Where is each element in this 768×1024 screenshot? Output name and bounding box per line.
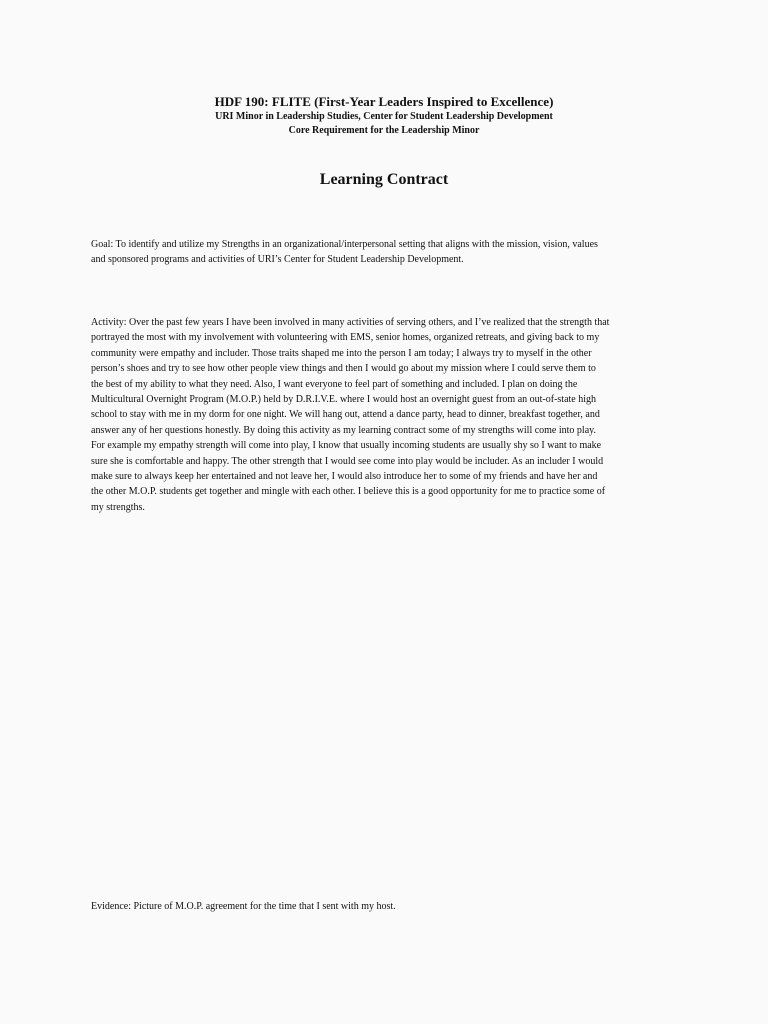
goal-paragraph <box>91 237 681 268</box>
activity-line: sure she is comfortable and happy. The other strength that I would see come into play would be includer. As an includer I would <box>91 455 604 467</box>
course-title: HDF 190: FLITE (First-Year Leaders Inspired to Excellence) <box>214 94 554 109</box>
goal-line: and sponsored programs and activities of URI’s Center for Student Leadership Development. <box>91 254 464 266</box>
goal-line: Goal: To identify and utilize my Strengths in an organizational/interpersonal setting that aligns with the mission, vision, values <box>91 239 598 250</box>
activity-paragraph <box>91 315 681 515</box>
activity-line: portrayed the most with my involvement with volunteering with EMS, senior homes, organized retreats, and giving back to my <box>91 332 600 344</box>
activity-line: the other M.O.P. students get together and mingle with each other. I believe this is a good opportunity for me to practice some of <box>91 486 606 498</box>
activity-line: the best of my ability to what they need. Also, I want everyone to feel part of something and included. I plan on doing the <box>91 378 578 390</box>
activity-line: Activity: Over the past few years I have been involved in many activities of serving others, and I’ve realized that the strength that <box>91 317 610 328</box>
activity-line: community were empathy and includer. Those traits shaped me into the person I am today; I always try to myself in the other <box>91 347 592 359</box>
activity-line: my strengths. <box>91 501 145 513</box>
document-title: Learning Contract <box>319 171 449 188</box>
activity-line: school to stay with me in my dorm for one night. We will hang out, attend a dance party, head to dinner, breakfast together, and <box>91 409 600 421</box>
activity-line: make sure to always keep her entertained and not leave her, I would also introduce her to some of my friends and have her and <box>91 471 598 483</box>
activity-line: person’s shoes and try to see how other people view things and then I would go about my mission where I could serve them to <box>91 363 596 375</box>
program-subtitle: URI Minor in Leadership Studies, Center for Student Leadership Development <box>215 111 553 122</box>
requirement-subtitle: Core Requirement for the Leadership Minor <box>288 125 480 136</box>
evidence-paragraph: Evidence: Picture of M.O.P. agreement for the time that I sent with my host. <box>91 901 396 912</box>
activity-line: Multicultural Overnight Program (M.O.P.) held by D.R.I.V.E. where I would host an overnight guest from an out-of-state high <box>91 394 597 406</box>
activity-line: answer any of her questions honestly. By doing this activity as my learning contract some of my strengths will come into play. <box>91 424 596 436</box>
document-header <box>0 93 768 138</box>
activity-line: For example my empathy strength will come into play, I know that usually incoming students are usually shy so I want to make <box>91 440 602 452</box>
